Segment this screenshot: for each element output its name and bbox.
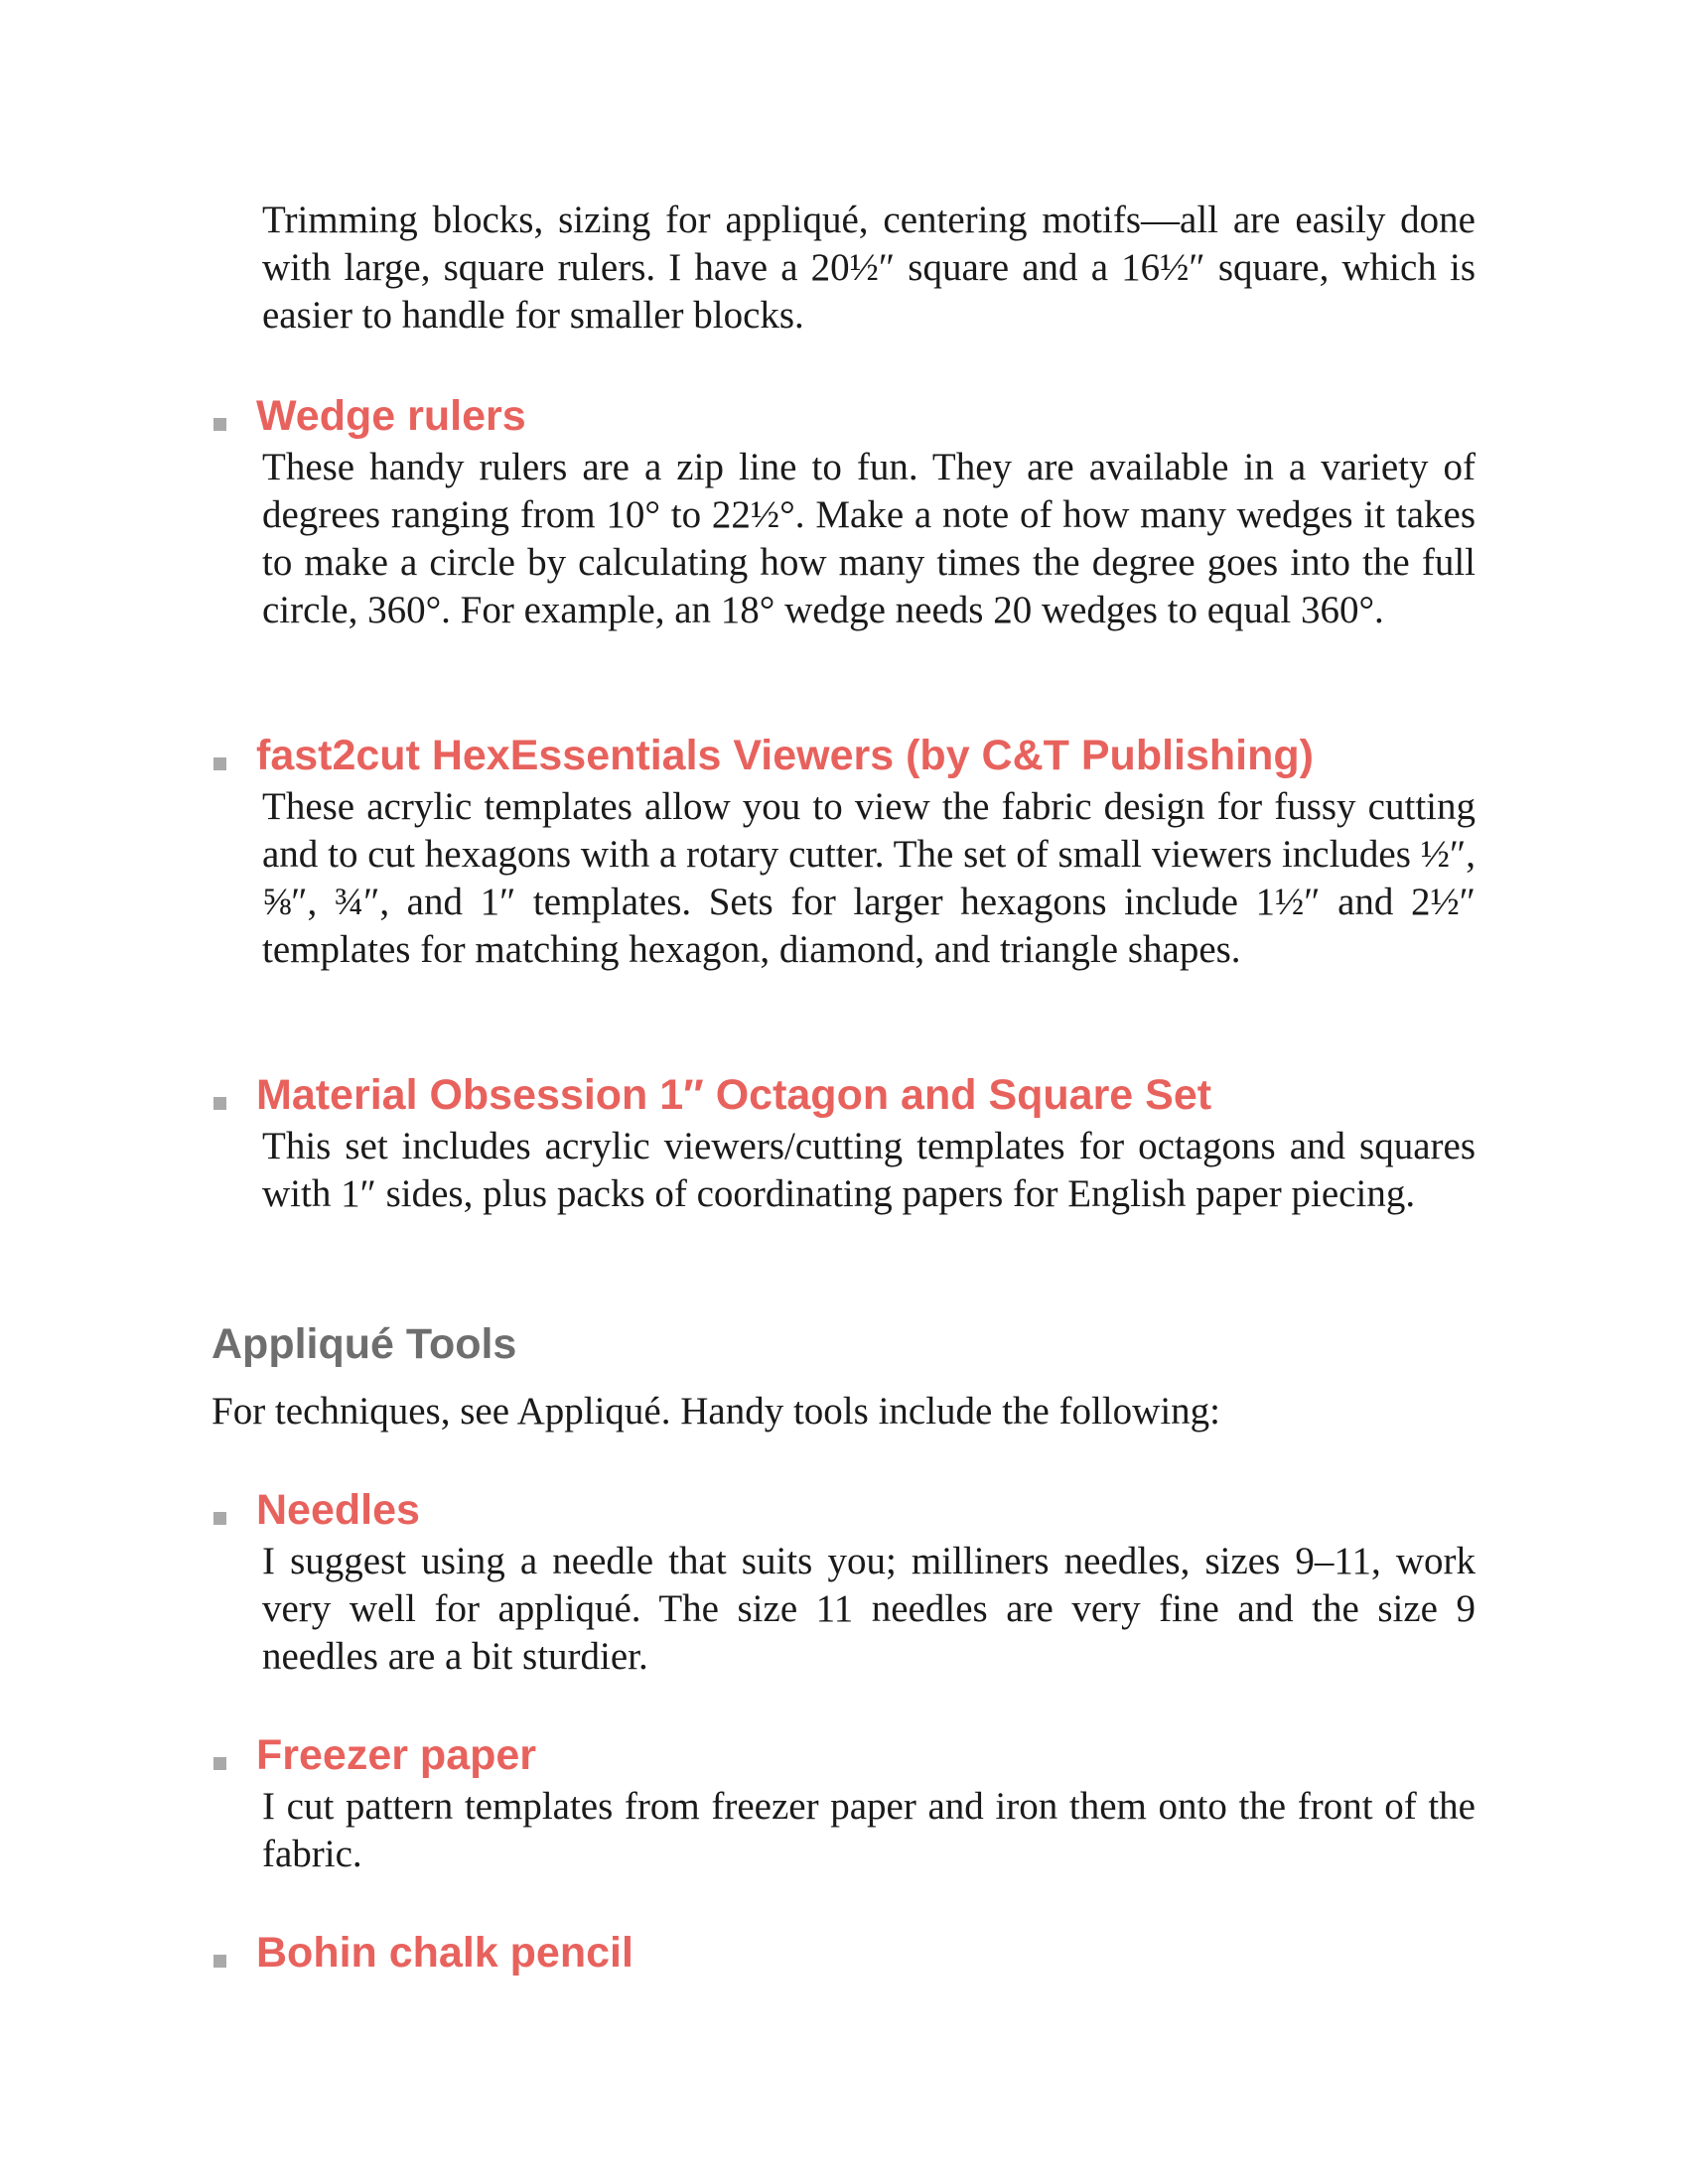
square-bullet-icon	[213, 418, 226, 431]
item-heading-needles	[213, 1484, 420, 1536]
item-heading-bohin-chalk-pencil	[213, 1927, 633, 1979]
item-heading-text: Wedge rulers	[256, 391, 526, 440]
intro-paragraph: Trimming blocks, sizing for appliqué, centering motifs—all are easily done with large, square rulers. I have a 20½″ square and a 16½″ square, which is easier to handle for smaller blocks.	[262, 199, 1476, 337]
item-body-wedge-rulers: These handy rulers are a zip line to fun. They are available in a variety of degrees ranging from 10° to 22½°. Make a note of how many wedges it takes to make a circle by calculating how many times the degree goes into the full circle, 360°. For example, an 18° wedge needs 20 wedges to equal 360°.	[262, 446, 1476, 631]
item-body-freezer-paper: I cut pattern templates from freezer paper and iron them onto the front of the fabric.	[262, 1785, 1476, 1875]
item-heading-text: Bohin chalk pencil	[256, 1928, 633, 1977]
item-heading-text: fast2cut HexEssentials Viewers (by C&T Publishing)	[256, 731, 1314, 779]
item-body-needles: I suggest using a needle that suits you; milliners needles, sizes 9–11, work very well for appliqué. The size 11 needles are very fine and the size 9 needles are a bit sturdier.	[262, 1540, 1476, 1678]
square-bullet-icon	[213, 1097, 226, 1110]
section-intro-applique-tools: For techniques, see Appliqué. Handy tools include the following:	[211, 1390, 1220, 1433]
square-bullet-icon	[213, 757, 226, 770]
item-heading-text: Needles	[256, 1485, 420, 1534]
item-heading-text: Material Obsession 1″ Octagon and Square Set	[256, 1070, 1212, 1119]
square-bullet-icon	[213, 1757, 226, 1770]
item-body-hexessentials: These acrylic templates allow you to view the fabric design for fussy cutting and to cut hexagons with a rotary cutter. The set of small viewers includes ½″, ⅝″, ¾″, and 1″ templates. Sets for larger hexagons include 1½″ and 2½″ templates for matching hexagon, diamond, and triangle shapes.	[262, 785, 1476, 971]
square-bullet-icon	[213, 1955, 226, 1968]
item-heading-text: Freezer paper	[256, 1730, 537, 1779]
square-bullet-icon	[213, 1512, 226, 1525]
item-heading-hexessentials	[213, 730, 1314, 781]
item-heading-material-obsession	[213, 1069, 1211, 1121]
item-heading-wedge-rulers	[213, 390, 526, 442]
item-heading-freezer-paper	[213, 1729, 536, 1781]
item-body-material-obsession: This set includes acrylic viewers/cutting templates for octagons and squares with 1″ sides, plus packs of coordinating papers for English paper piecing.	[262, 1125, 1476, 1215]
section-title-applique-tools: Appliqué Tools	[211, 1320, 517, 1368]
